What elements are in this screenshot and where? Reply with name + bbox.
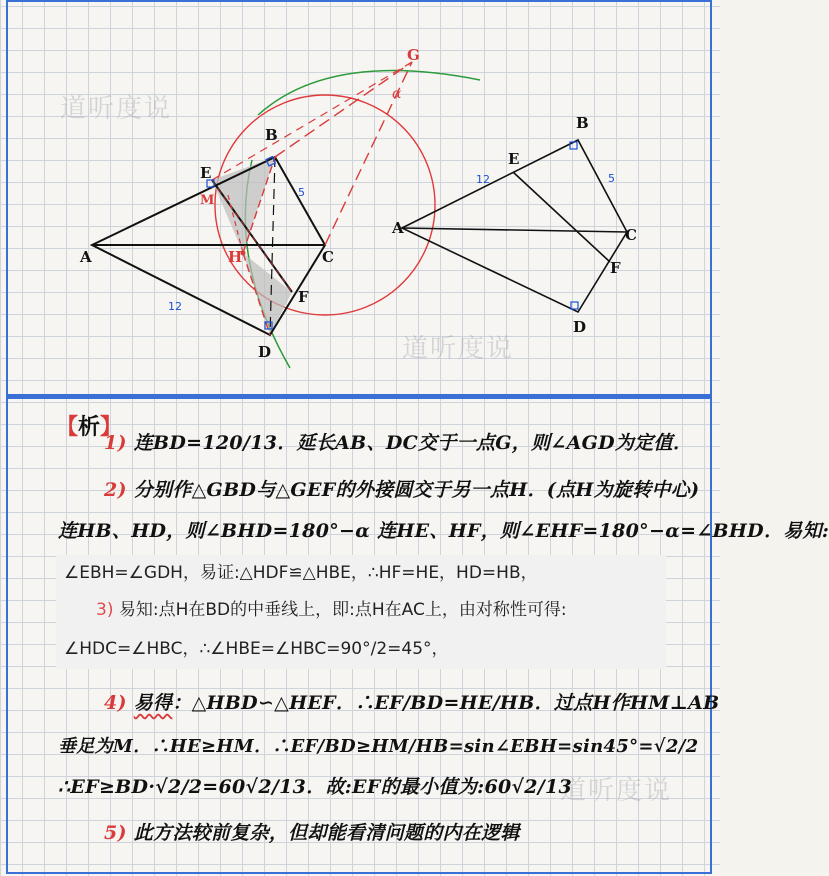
step-5-number: 5) <box>104 822 127 844</box>
watermark-middle: 道听度说 <box>402 334 515 364</box>
step-2-text: 分别作△GBD与△GEF的外接圆交于另一点H．(点H为旋转中心) <box>133 479 700 501</box>
label-f-right: F <box>610 259 621 277</box>
label-d: D <box>258 343 272 361</box>
watermark-bottom: 道听度说 <box>560 776 673 806</box>
step-4-line-3: ∴EF≥BD·√2/2=60√2/13．故:EF的最小值为:60√2/13 <box>58 776 573 798</box>
label-b-right: B <box>576 114 589 132</box>
label-g: G <box>407 46 420 64</box>
step-4 <box>104 688 720 715</box>
step-4-line-2: 垂足为M．∴HE≥HM．∴EF/BD≥HM/HB=sin∠EBH=sin45°=√2/2 <box>58 736 699 757</box>
label-b: B <box>265 126 278 144</box>
step-2 <box>104 475 699 502</box>
typed-line-2 <box>56 591 666 629</box>
label-f: F <box>298 288 309 306</box>
step-4-number: 4) <box>104 692 127 714</box>
label-side-12: 12 <box>168 300 182 313</box>
segment-ge <box>212 62 412 180</box>
tag-bracket-open: 【 <box>56 414 79 440</box>
circle-gef-arc-top <box>258 71 480 115</box>
label-alpha: α <box>392 86 402 102</box>
step-5 <box>104 818 520 845</box>
extension-ab <box>275 62 412 157</box>
step-4-text: ：△HBD∽△HEF．∴EF/BD=HE/HB．过点H作HM⊥AB <box>172 692 720 714</box>
step-4-easy: 易得 <box>133 692 173 714</box>
segment-ef-right <box>513 172 610 262</box>
tag-bracket-close: 】 <box>100 414 123 440</box>
typed-line-3: ∠HDC=∠HBC，∴∠HBE=∠HBC=90°/2=45°， <box>56 629 666 669</box>
triangle-hdf <box>243 253 292 335</box>
step-5-text: 此方法较前复杂，但却能看清问题的内在逻辑 <box>133 822 520 844</box>
segment-ac-right <box>402 228 627 232</box>
step-2-continued: 连HB、HD，则∠BHD=180°−α 连HE、HF，则∠EHF=180°−α=∠BHD．易知: <box>58 520 829 542</box>
typed-line-1: ∠EBH=∠GDH，易证:△HDF≌△HBE，∴HF=HE，HD=HB， <box>56 555 666 591</box>
label-c: C <box>322 248 334 266</box>
label-h: H <box>228 248 243 266</box>
label-d-right: D <box>573 318 587 336</box>
label-side-12-right: 12 <box>476 173 490 186</box>
step-1-number: 1) <box>104 432 127 454</box>
label-m: M <box>200 193 215 208</box>
step-3-text: 易知:点H在BD的中垂线上，即:点H在AC上，由对称性可得: <box>118 600 567 620</box>
geometry-figures <box>0 0 720 396</box>
right-angle-d-right <box>571 302 578 309</box>
step-1 <box>104 428 692 455</box>
label-a: A <box>80 248 92 266</box>
label-e-right: E <box>508 150 520 168</box>
label-a-right: A <box>392 219 404 237</box>
label-side-5: 5 <box>298 186 305 199</box>
tag-label: 析 <box>78 414 101 440</box>
label-e: E <box>200 164 212 182</box>
step-2-number: 2) <box>104 479 127 501</box>
step-1-text: 连BD=120/13．延长AB、DC交于一点G，则∠AGD为定值． <box>133 432 693 454</box>
label-side-5-right: 5 <box>608 172 615 185</box>
label-c-right: C <box>625 226 637 244</box>
step-3-number: 3) <box>96 600 114 620</box>
watermark-top: 道听度说 <box>60 94 173 124</box>
